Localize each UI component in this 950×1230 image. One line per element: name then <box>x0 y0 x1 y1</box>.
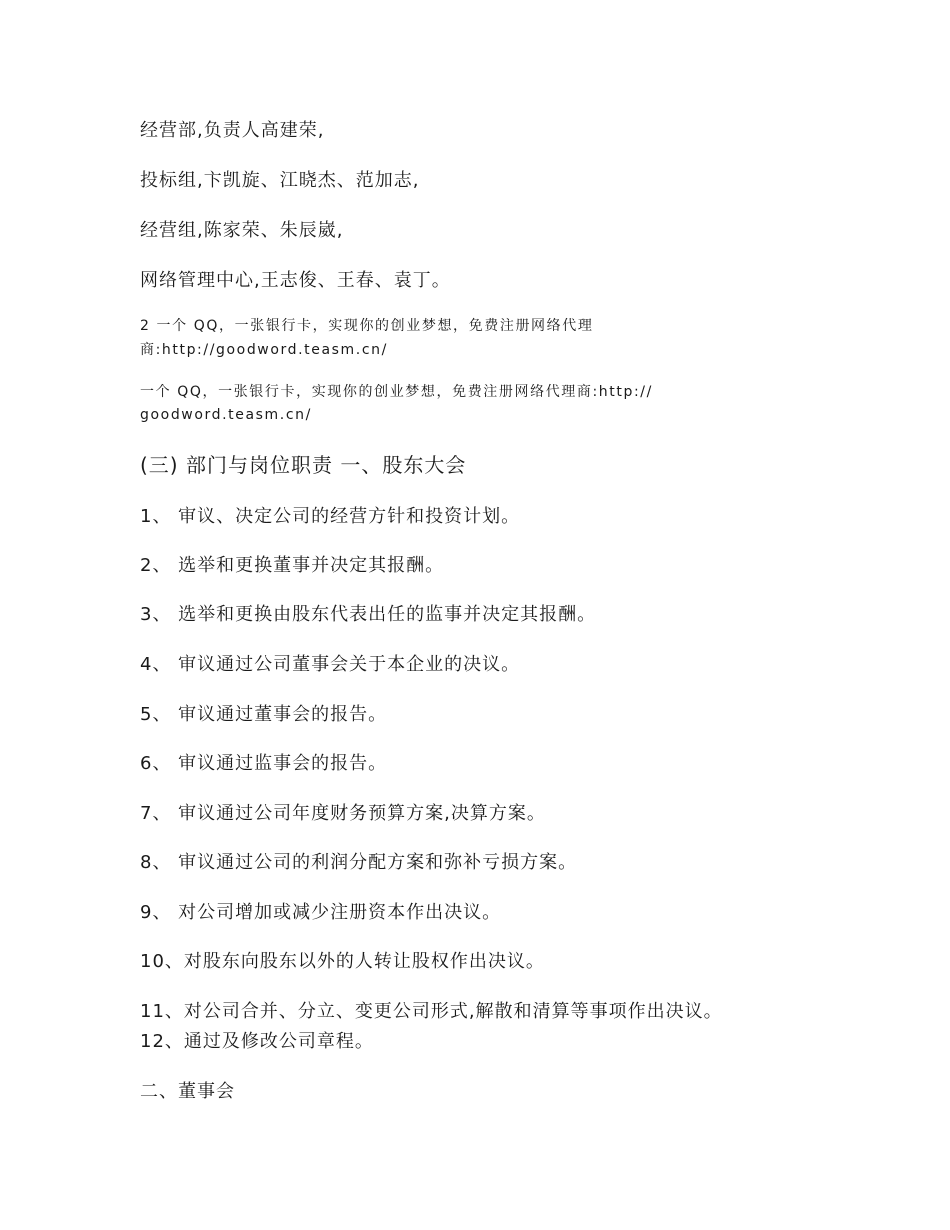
duty-item-11: 11、对公司合并、分立、变更公司形式,解散和清算等事项作出决议。 <box>140 1001 723 1022</box>
duty-item-3: 3、 选举和更换由股东代表出任的监事并决定其报酬。 <box>140 604 597 625</box>
org-line-business-dept: 经营部,负责人高建荣, <box>140 120 325 141</box>
duty-item-4: 4、 审议通过公司董事会关于本企业的决议。 <box>140 654 521 675</box>
subsection-heading: 二、董事会 <box>140 1081 235 1102</box>
ad-paragraph-2-line-1: 一个 QQ，一张银行卡，实现你的创业梦想，免费注册网络代理商:http:// <box>140 384 653 400</box>
duty-item-2: 2、 选举和更换董事并决定其报酬。 <box>140 555 445 576</box>
duty-item-6: 6、 审议通过监事会的报告。 <box>140 753 388 774</box>
duty-item-1: 1、 审议、决定公司的经营方针和投资计划。 <box>140 506 521 527</box>
duty-item-12: 12、通过及修改公司章程。 <box>140 1031 374 1052</box>
duty-item-5: 5、 审议通过董事会的报告。 <box>140 704 388 725</box>
org-line-network-center: 网络管理中心,王志俊、王春、袁丁。 <box>140 270 451 291</box>
ad-paragraph-1-line-2: 商:http://goodword.teasm.cn/ <box>140 342 388 358</box>
ad-paragraph-1-line-1: 2 一个 QQ，一张银行卡，实现你的创业梦想，免费注册网络代理 <box>140 318 594 334</box>
duty-item-8: 8、 审议通过公司的利润分配方案和弥补亏损方案。 <box>140 852 578 873</box>
org-line-bidding-group: 投标组,卞凯旋、江晓杰、范加志, <box>140 170 420 191</box>
ad-paragraph-2-line-2: goodword.teasm.cn/ <box>140 407 312 423</box>
org-line-operations-group: 经营组,陈家荣、朱辰崴, <box>140 220 344 241</box>
duty-item-9: 9、 对公司增加或减少注册资本作出决议。 <box>140 902 502 923</box>
duty-item-7: 7、 审议通过公司年度财务预算方案,决算方案。 <box>140 803 546 824</box>
duty-item-10: 10、对股东向股东以外的人转让股权作出决议。 <box>140 951 545 972</box>
section-heading: (三) 部门与岗位职责 一、股东大会 <box>140 453 467 477</box>
